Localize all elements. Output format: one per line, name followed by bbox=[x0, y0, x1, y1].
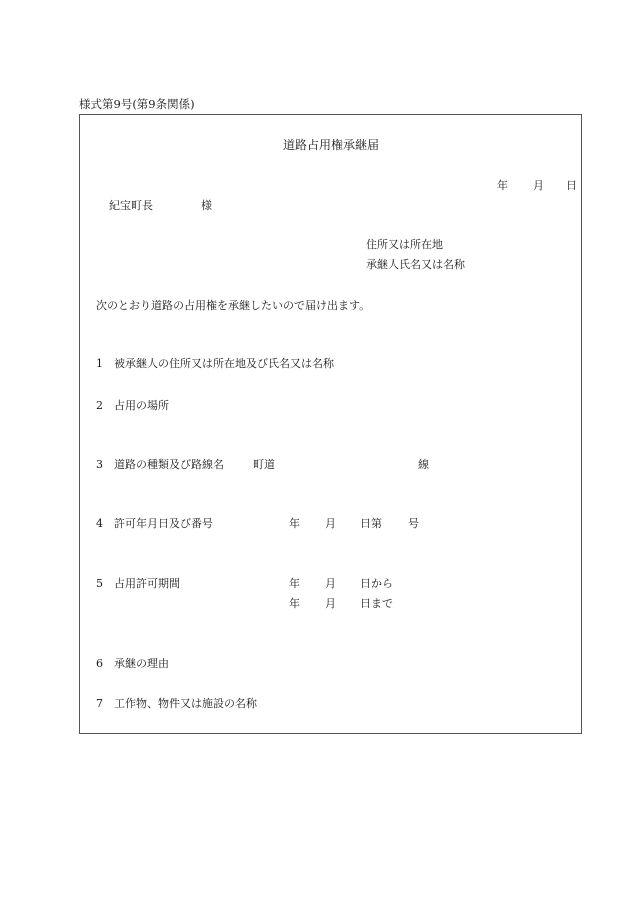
item-1-label: 被承継人の住所又は所在地及び氏名又は名称 bbox=[114, 357, 334, 370]
item-4-year: 年 bbox=[289, 517, 300, 530]
item-5-from-month: 月 bbox=[325, 577, 336, 590]
item-5-from-year: 年 bbox=[289, 577, 300, 590]
item-6-number: 6 bbox=[96, 657, 103, 670]
item-5-number: 5 bbox=[96, 577, 103, 590]
addressee-honorific: 様 bbox=[201, 199, 212, 212]
item-3-label: 道路の種類及び路線名 bbox=[114, 458, 224, 471]
item-7-number: 7 bbox=[96, 697, 103, 710]
date-year-label: 年 bbox=[497, 179, 508, 192]
date-day-label: 日 bbox=[566, 179, 577, 192]
item-5-to-month: 月 bbox=[325, 597, 336, 610]
addressee-name: 紀宝町長 bbox=[109, 199, 153, 212]
item-4-label: 許可年月日及び番号 bbox=[114, 517, 213, 530]
item-2-number: 2 bbox=[96, 399, 103, 412]
item-6-label: 承継の理由 bbox=[114, 657, 169, 670]
form-title: 道路占用権承継届 bbox=[283, 138, 380, 152]
item-2-label: 占用の場所 bbox=[114, 399, 169, 412]
item-5-from-day: 日から bbox=[360, 577, 393, 590]
item-1-number: 1 bbox=[96, 357, 103, 370]
item-5-to-day: 日まで bbox=[360, 597, 393, 610]
item-3-number: 3 bbox=[96, 458, 103, 471]
item-7-label: 工作物、物件又は施設の名称 bbox=[114, 697, 257, 710]
intro-text: 次のとおり道路の占用権を承継したいので届け出ます。 bbox=[96, 299, 371, 312]
form-frame bbox=[79, 114, 582, 734]
item-5-to-year: 年 bbox=[289, 597, 300, 610]
applicant-address-label: 住所又は所在地 bbox=[366, 238, 443, 251]
form-number: 様式第9号(第9条関係) bbox=[79, 97, 195, 111]
item-5-label: 占用許可期間 bbox=[114, 577, 180, 590]
item-3-route-suffix: 線 bbox=[418, 458, 429, 471]
item-4-number: 4 bbox=[96, 517, 103, 530]
item-3-town-road: 町道 bbox=[253, 458, 275, 471]
date-month-label: 月 bbox=[533, 179, 544, 192]
applicant-name-label: 承継人氏名又は名称 bbox=[366, 258, 465, 271]
item-4-day-no: 日第 bbox=[360, 517, 382, 530]
item-4-month: 月 bbox=[325, 517, 336, 530]
item-4-number-suffix: 号 bbox=[408, 517, 419, 530]
